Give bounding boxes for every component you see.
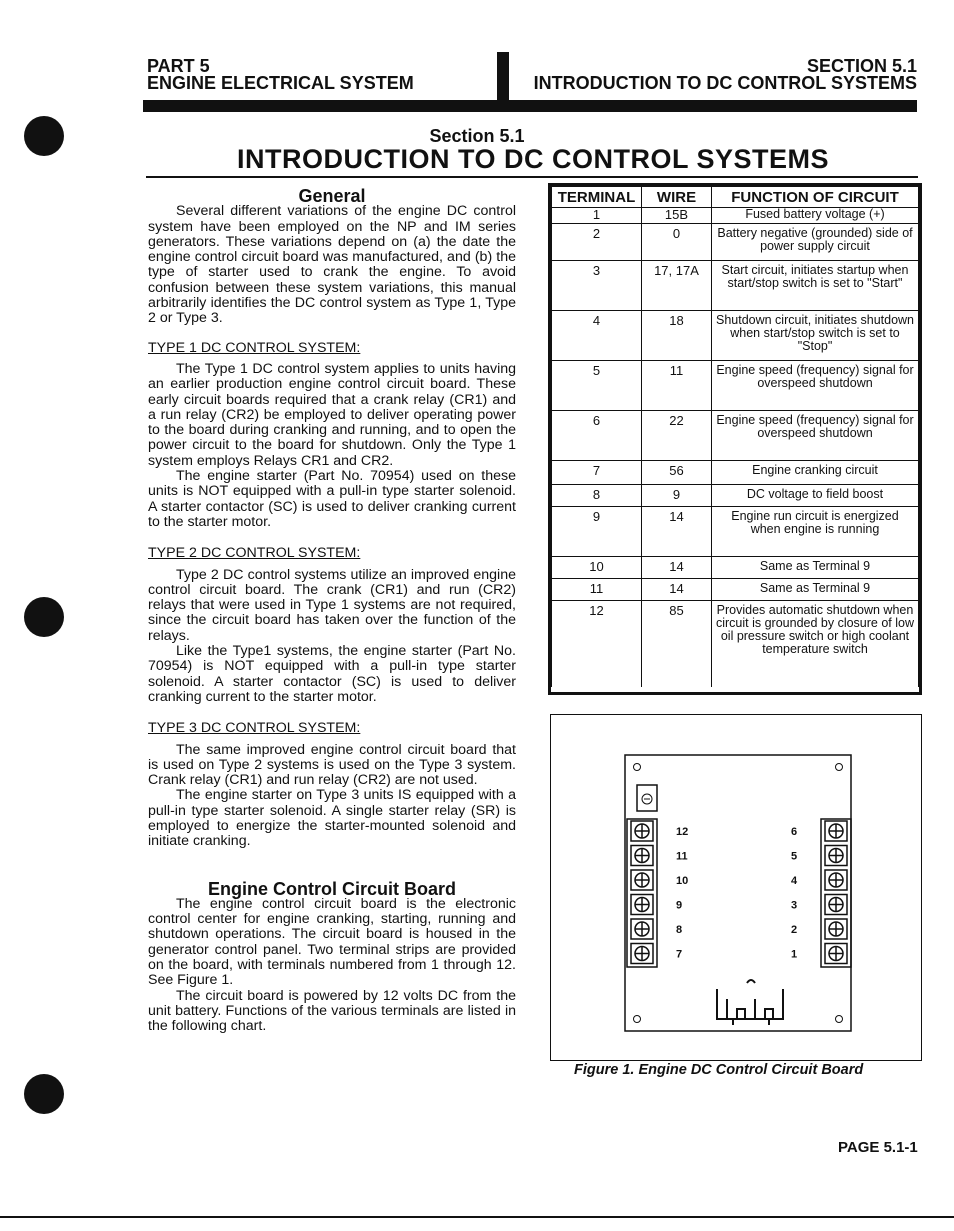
footer-rule <box>0 1216 954 1218</box>
table-row <box>552 208 919 224</box>
binder-hole <box>24 1074 64 1114</box>
type2-heading: TYPE 2 DC CONTROL SYSTEM: <box>148 545 361 562</box>
part-title: ENGINE ELECTRICAL SYSTEM <box>147 73 414 93</box>
terminal-cell: 11 <box>552 579 642 601</box>
right-terminal-strip <box>821 819 851 967</box>
mounting-hole <box>836 764 843 771</box>
relay-connector <box>717 980 783 1019</box>
component-box <box>637 785 657 811</box>
function-cell: DC voltage to field boost <box>712 485 919 507</box>
terminal-cell: 1 <box>552 208 642 224</box>
mounting-hole <box>634 764 641 771</box>
function-cell: Shutdown circuit, initiates shutdown when start/stop switch is set to "Stop" <box>712 311 919 361</box>
terminal-label: 1 <box>791 948 798 961</box>
terminal-label: 3 <box>791 899 798 912</box>
general-heading: General <box>298 186 366 206</box>
section-subheading: Section 5.1 <box>429 126 525 146</box>
terminal-label: 12 <box>676 826 689 838</box>
wire-cell: 14 <box>642 507 712 557</box>
terminal-screw <box>825 895 847 915</box>
terminal-cell: 4 <box>552 311 642 361</box>
terminal-label: 6 <box>791 826 798 838</box>
function-cell: Start circuit, initiates startup when start/stop switch is set to "Start" <box>712 261 919 311</box>
table-header-row <box>552 187 919 208</box>
board-outline <box>625 755 851 1031</box>
table-row <box>552 411 919 461</box>
terminal-screw <box>825 870 847 890</box>
terminal-cell: 12 <box>552 601 642 687</box>
type1-paragraph-2: The engine starter (Part No. 70954) used on these units is NOT equipped with a pull-in type starter solenoid. A starter contactor (SC) is used to deliver cranking current to the starter motor. <box>148 468 516 530</box>
terminal-cell: 9 <box>552 507 642 557</box>
terminal-label: 9 <box>676 899 683 912</box>
terminal-label: 10 <box>676 875 689 887</box>
wire-cell: 0 <box>642 224 712 261</box>
type1-heading: TYPE 1 DC CONTROL SYSTEM: <box>148 339 361 356</box>
terminal-screw <box>631 919 653 939</box>
header-rule <box>143 100 917 112</box>
terminal-screw <box>825 944 847 964</box>
table-row <box>552 311 919 361</box>
figure-frame <box>550 714 922 1061</box>
table-row <box>552 557 919 579</box>
table-row <box>552 224 919 261</box>
terminal-cell: 2 <box>552 224 642 261</box>
terminal-label: 4 <box>791 875 798 887</box>
header-wire: WIRE <box>642 187 712 208</box>
terminal-label: 7 <box>676 948 683 961</box>
table-row <box>552 361 919 411</box>
page-title: INTRODUCTION TO DC CONTROL SYSTEMS <box>236 144 829 174</box>
terminal-label: 5 <box>791 850 798 863</box>
terminal-screw <box>631 821 653 841</box>
wire-cell: 56 <box>642 461 712 485</box>
board-heading: Engine Control Circuit Board <box>207 878 456 899</box>
board-paragraph-1: The engine control circuit board is the electronic control center for engine cranking, starting, running and shutdown operations. The circuit board is housed in the generator control panel. Two terminal strips are provided on the board, with terminals numbered from 1 through 12. See Figure 1. <box>148 895 516 989</box>
terminal-cell: 6 <box>552 411 642 461</box>
wire-cell: 14 <box>642 579 712 601</box>
table-row <box>552 461 919 485</box>
terminal-screw <box>631 846 653 866</box>
figure-caption: Figure 1. Engine DC Control Circuit Board <box>574 1062 864 1078</box>
table-row <box>552 579 919 601</box>
binder-hole <box>24 597 64 637</box>
function-cell: Engine speed (frequency) signal for overspeed shutdown <box>712 411 919 461</box>
terminal-cell: 8 <box>552 485 642 507</box>
table-row <box>552 507 919 557</box>
header-function: FUNCTION OF CIRCUIT <box>712 187 919 208</box>
wire-cell: 22 <box>642 411 712 461</box>
terminal-screw <box>825 919 847 939</box>
page-number: PAGE 5.1-1 <box>838 1139 918 1156</box>
function-cell: Same as Terminal 9 <box>712 579 919 601</box>
terminal-cell: 10 <box>552 557 642 579</box>
section-title: INTRODUCTION TO DC CONTROL SYSTEMS <box>533 73 917 93</box>
terminal-label: 11 <box>676 850 688 863</box>
table-row <box>552 485 919 507</box>
terminal-screw <box>631 944 653 964</box>
wire-cell: 18 <box>642 311 712 361</box>
terminal-screw <box>825 846 847 866</box>
terminal-label: 2 <box>791 924 798 936</box>
type1-paragraph-1: The Type 1 DC control system applies to units having an earlier production engine control circuit board. These early circuit boards required that a crank relay (CR1) and a run relay (CR2) be employed to deliver operating power to the board during cranking and running, and to open the power circuit to the board for shutdown. Only the Type 1 system employs Relays CR1 and CR2. <box>148 360 516 469</box>
function-cell: Same as Terminal 9 <box>712 557 919 579</box>
function-cell: Fused battery voltage (+) <box>712 208 919 224</box>
header-terminal: TERMINAL <box>552 187 642 208</box>
terminal-screw <box>631 895 653 915</box>
wire-cell: 14 <box>642 557 712 579</box>
function-cell: Battery negative (grounded) side of power supply circuit <box>712 224 919 261</box>
type2-paragraph-2: Like the Type1 systems, the engine starter (Part No. 70954) is NOT equipped with a pull-in type starter solenoid. A starter contactor (SC) is used to deliver cranking current to the starter motor. <box>148 643 516 705</box>
type2-paragraph-1: Type 2 DC control systems utilize an improved engine control circuit board. The crank (CR1) and run (CR2) relays that were used in Type 1 systems are not required, since the circuit board has taken over the function of the relays. <box>148 566 516 644</box>
mounting-hole <box>836 1016 843 1023</box>
function-cell: Engine cranking circuit <box>712 461 919 485</box>
table-row <box>552 261 919 311</box>
section-label: SECTION 5.1 <box>806 56 917 76</box>
board-paragraph-2: The circuit board is powered by 12 volts DC from the unit battery. Functions of the various terminals are listed in the following chart. <box>148 987 516 1035</box>
function-cell: Engine run circuit is energized when engine is running <box>712 507 919 557</box>
terminal-table-frame <box>548 183 922 695</box>
mounting-hole <box>634 1016 641 1023</box>
title-rule <box>146 176 918 178</box>
terminal-cell: 3 <box>552 261 642 311</box>
terminal-label: 8 <box>676 924 683 936</box>
circuit-board-diagram <box>551 715 920 1059</box>
part-label: PART 5 <box>147 56 210 76</box>
header-divider <box>497 52 509 102</box>
general-paragraph: Several different variations of the engine DC control system have been employed on the NP and IM series generators. These variations depend on (a) the date the engine control circuit board was manufactured, and (b) the type of starter used to crank the engine. To avoid confusion between these system variations, this manual arbitrarily identifies the DC control system as Type 1, Type 2 or Type 3. <box>148 203 516 327</box>
table-row <box>552 601 919 687</box>
wire-cell: 11 <box>642 361 712 411</box>
terminal-table <box>551 186 919 687</box>
wire-cell: 15B <box>642 208 712 224</box>
wire-cell: 85 <box>642 601 712 687</box>
function-cell: Engine speed (frequency) signal for overspeed shutdown <box>712 361 919 411</box>
wire-cell: 17, 17A <box>642 261 712 311</box>
function-cell: Provides automatic shutdown when circuit is grounded by closure of low oil pressure switch or high coolant temperature switch <box>712 601 919 687</box>
terminal-cell: 7 <box>552 461 642 485</box>
terminal-screw <box>631 870 653 890</box>
terminal-cell: 5 <box>552 361 642 411</box>
type3-paragraph-2: The engine starter on Type 3 units IS equipped with a pull-in type starter solenoid. A single starter relay (SR) is employed to energize the starter-mounted solenoid and initiate cranking. <box>148 787 516 850</box>
type3-heading: TYPE 3 DC CONTROL SYSTEM: <box>148 720 361 737</box>
body-column <box>148 186 516 1035</box>
type3-paragraph-1: The same improved engine control circuit board that is used on Type 2 systems is used on the Type 3 system. Crank relay (CR1) and run relay (CR2) are not used. <box>148 741 516 789</box>
left-terminal-strip <box>627 819 657 967</box>
wire-cell: 9 <box>642 485 712 507</box>
terminal-screw <box>825 821 847 841</box>
